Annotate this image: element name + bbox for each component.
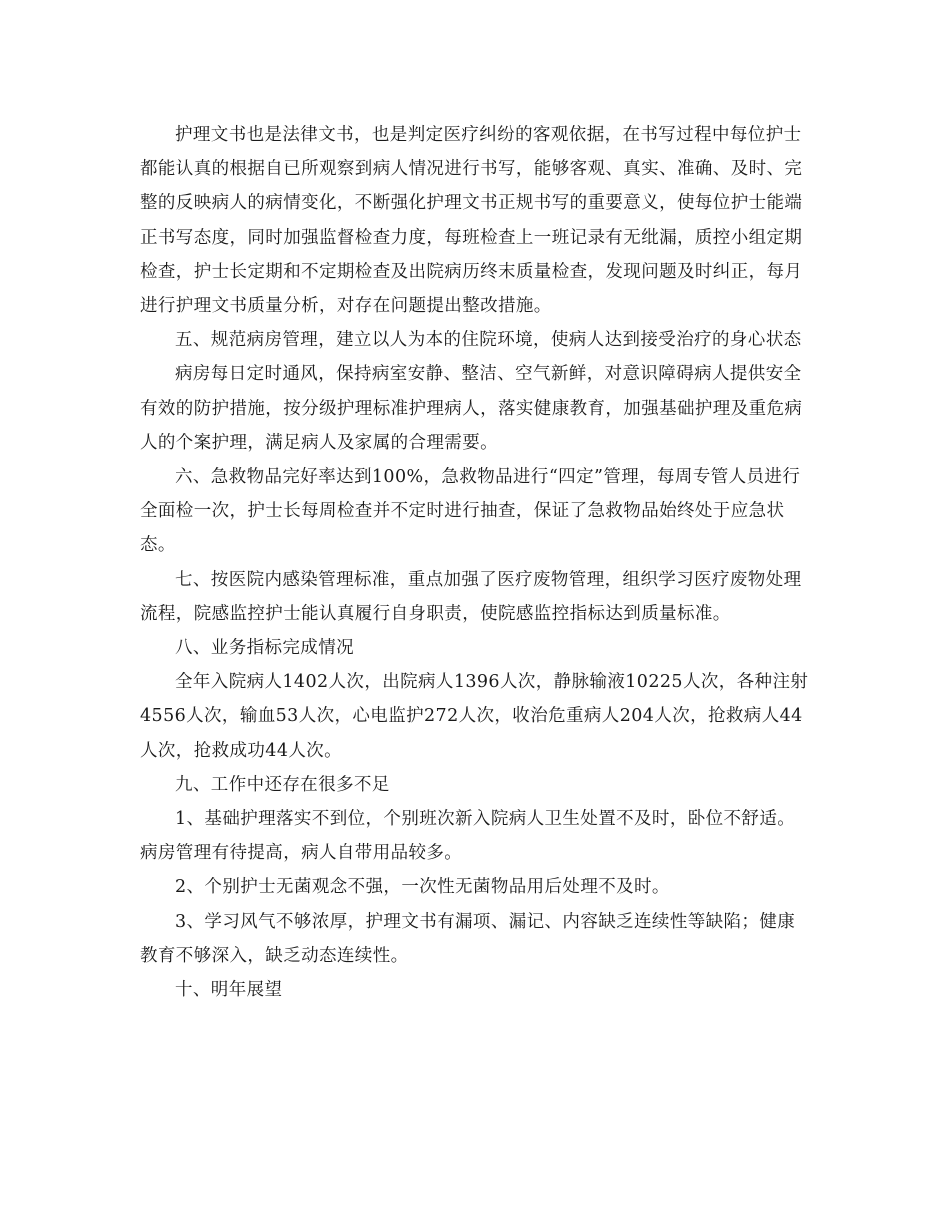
heading-performance-indicators: 八、业务指标完成情况: [175, 638, 354, 659]
paragraph-infection-control: 七、按医院内感染管理标准，重点加强了医疗废物管理，组织学习医疗废物处理流程，院感监控护士能认真履行自身职责，使院感监控指标达到质量标准。: [140, 569, 802, 624]
list-item-shortcoming-3: 3、学习风气不够浓厚，护理文书有漏项、漏记、内容缺乏连续性等缺陷；健康教育不够深入，缺乏动态连续性。: [140, 911, 796, 966]
heading-shortcomings: 九、工作中还存在很多不足: [175, 774, 390, 795]
paragraph-performance-indicators: 全年入院病人1402人次，出院病人1396人次，静脉输液10225人次，各种注射4556人次，输血53人次，心电监护272人次，收治危重病人204人次，抢救病人44人次，抢救成功44人次。: [140, 672, 809, 761]
paragraph-nursing-documents: 护理文书也是法律文书，也是判定医疗纠纷的客观依据，在书写过程中每位护士都能认真的根据自已所观察到病人情况进行书写，能够客观、真实、准确、及时、完整的反映病人的病情变化，不断强化护理文书正规书写的重要意义，使每位护士能端正书写态度，同时加强监督检查力度，每班检查上一班记录有无纰漏，质控小组定期检查，护士长定期和不定期检查及出院病历终末质量检查，发现问题及时纠正，每月进行护理文书质量分析，对存在问题提出整改措施。: [140, 125, 803, 317]
list-item-shortcoming-1: 1、基础护理落实不到位，个别班次新入院病人卫生处置不及时，卧位不舒适。病房管理有待提高，病人自带用品较多。: [140, 809, 796, 864]
heading-outlook: 十、明年展望: [175, 980, 283, 1001]
paragraph-ward-management: 病房每日定时通风，保持病室安静、整洁、空气新鲜，对意识障碍病人提供安全有效的防护措施，按分级护理标准护理病人，落实健康教育，加强基础护理及重危病人的个案护理，满足病人及家属的合理需要。: [140, 364, 803, 453]
list-item-shortcoming-2: 2、个别护士无菌观念不强，一次性无菌物品用后处理不及时。: [175, 877, 670, 898]
document-body: [140, 118, 810, 1007]
heading-ward-management: 五、规范病房管理，建立以人为本的住院环境，使病人达到接受治疗的身心状态: [175, 330, 802, 351]
paragraph-emergency-supplies: 六、急救物品完好率达到100%，急救物品进行“四定”管理，每周专管人员进行全面检一次，护士长每周检查并不定时进行抽查，保证了急救物品始终处于应急状态。: [140, 467, 801, 556]
